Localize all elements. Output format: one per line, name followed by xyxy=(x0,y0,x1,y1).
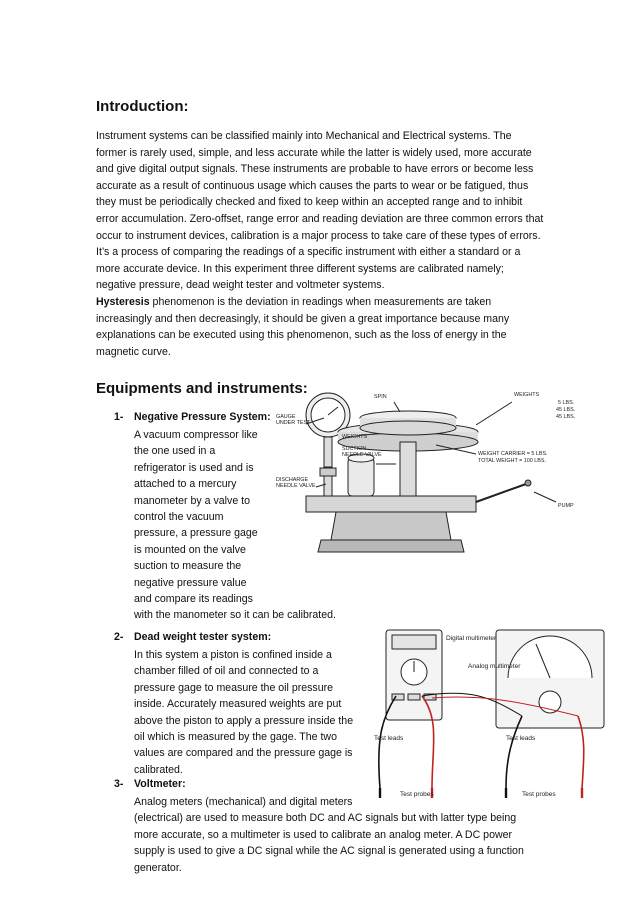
item-3-body xyxy=(134,794,524,876)
item-2-title: Dead weight tester system: xyxy=(134,631,272,643)
equipment-heading: Equipments and instruments: xyxy=(96,380,308,397)
intro-paragraph xyxy=(96,128,544,360)
label-under-test: UNDER TEST xyxy=(276,420,311,426)
label-45lbs-2: 45 LBS. xyxy=(556,414,576,420)
label-total-weight: TOTAL WEIGHT = 100 LBS. xyxy=(478,458,546,464)
body-line: pressure gage to measure the oil pressure xyxy=(134,681,334,694)
label-suction: SUCTION xyxy=(342,446,367,452)
item-3-title: Voltmeter: xyxy=(134,778,186,790)
hysteresis-term: Hysteresis xyxy=(96,295,150,308)
body-line: In this system a piston is confined inside a xyxy=(134,649,332,661)
label-suction-valve: NEEDLE VALVE xyxy=(342,452,382,458)
analog-multimeter-label: Analog multimeter xyxy=(468,663,521,670)
hysteresis-text: phenomenon is the deviation in readings when measurements are taken increasingly and then decreasingly, it should be given a great importance because many explanations can be executed using this phenomenon, such as the loss of energy in the magnetic curve. xyxy=(96,295,510,358)
label-spin: SPIN xyxy=(374,394,387,400)
label-45lbs-1: 45 LBS. xyxy=(556,407,576,413)
intro-text: Instrument systems can be classified mainly into Mechanical and Electrical systems. The former is rarely used, simple, and less accurate while the latter is widely used, more accurate and give digital output signals. These instruments are probable to have errors or become less accurate as a result of continuous usage which causes the parts to wear or be fatigued, thus they must be periodically checked and fixed to keep within an accepted range and to inhibit error accumulation. Zero-offset, range error and reading deviation are three common errors that occur to instrument devices, calibration is a major process to take care of these types of errors. It’s a process of comparing the readings of a specific instrument with either a standard or a more accurate device. In this experiment three different systems are calibrated namely; negative pressure, dead weight tester and voltmeter systems. xyxy=(96,130,544,292)
multimeters-figure xyxy=(372,628,612,800)
body-line: suction to measure the xyxy=(134,560,242,573)
body-line: chamber filled of oil and connected to a xyxy=(134,665,319,678)
body-line: inside. Accurately measured weights are put xyxy=(134,698,342,711)
label-gauge: GAUGE xyxy=(276,414,296,420)
body-line: the one used in a xyxy=(134,445,216,458)
label-discharge: DISCHARGE xyxy=(276,477,309,483)
body-line: manometer by a valve to xyxy=(134,494,250,507)
digital-multimeter-label: Digital multimeter xyxy=(446,635,497,642)
label-weights: WEIGHTS xyxy=(514,392,540,398)
dead-weight-tester-figure xyxy=(276,380,616,560)
body-line: refrigerator is used and is xyxy=(134,461,254,474)
body-line: is mounted on the valve xyxy=(134,543,246,556)
body-line: and compare its readings xyxy=(134,593,253,606)
body-line: negative pressure value xyxy=(134,576,247,589)
body-line: Analog meters (mechanical) and digital meters xyxy=(134,796,353,808)
body-line: supply is used to give a DC signal while the AC signal is generated using a function xyxy=(134,845,524,858)
body-line: pressure, a pressure gage xyxy=(134,527,258,540)
body-line: oil which is measured by the gage. The two xyxy=(134,731,337,744)
test-leads-left: Test leads xyxy=(374,735,404,742)
label-weight-carrier: WEIGHT CARRIER = 5 LBS. xyxy=(478,451,548,457)
body-line: with the manometer so it can be calibrated. xyxy=(134,609,336,622)
body-line: more accurate, so a multimeter is used to calibrate an analog meter. A DC power xyxy=(134,828,513,841)
label-pump: PUMP xyxy=(558,503,574,509)
body-line: calibrated. xyxy=(134,763,183,776)
item-2-body xyxy=(134,647,353,778)
body-line: attached to a mercury xyxy=(134,478,237,491)
item-1-number: 1- xyxy=(114,411,124,423)
test-leads-right: Test leads xyxy=(506,735,536,742)
test-probes-left: Test probes xyxy=(400,791,434,798)
label-weights-small: WEIGHTS xyxy=(342,434,368,440)
body-line: control the vacuum xyxy=(134,511,224,524)
body-line: generator. xyxy=(134,861,182,874)
body-line: values are compared and the pressure gage is xyxy=(134,747,353,760)
label-5lbs: 5 LBS. xyxy=(558,400,575,406)
item-2-number: 2- xyxy=(114,631,124,643)
body-line: A vacuum compressor like xyxy=(134,429,258,441)
label-discharge-valve: NEEDLE VALVE xyxy=(276,483,316,489)
body-line: above the piston to apply a pressure inside the xyxy=(134,714,354,727)
item-3-number: 3- xyxy=(114,778,124,790)
item-1-title: Negative Pressure System: xyxy=(134,411,271,423)
intro-heading: Introduction: xyxy=(96,98,189,115)
body-line: (electrical) are used to measure both DC and AC signals but with latter type being xyxy=(134,812,517,825)
test-probes-right: Test probes xyxy=(522,791,556,798)
